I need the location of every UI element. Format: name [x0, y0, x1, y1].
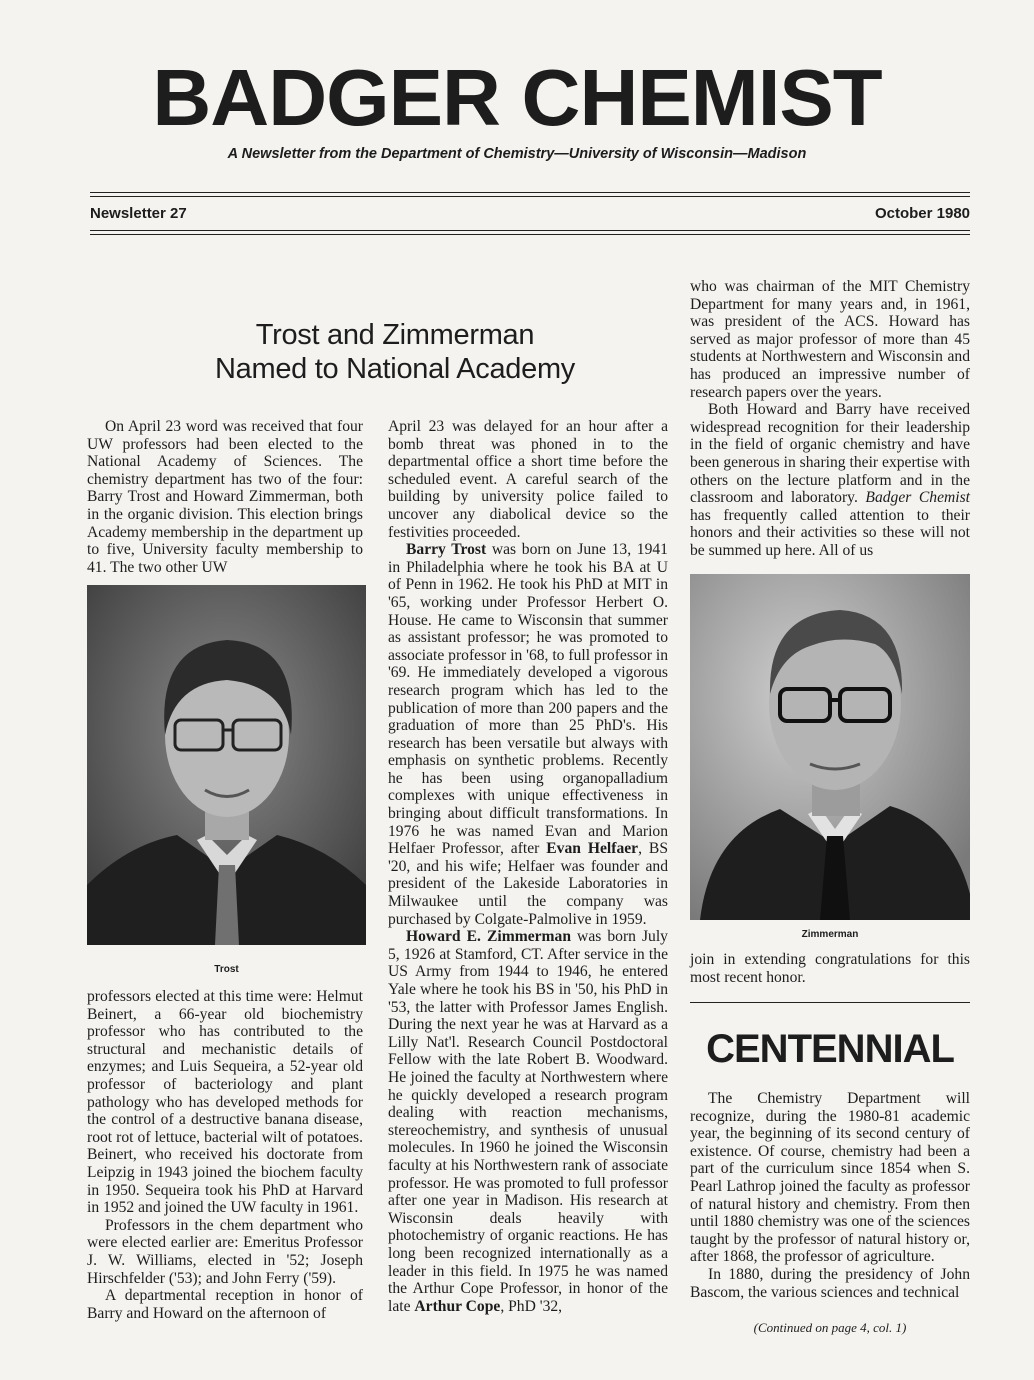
- col1-paragraph-3: A departmental reception in honor of Barry and Howard on the afternoon of: [87, 1287, 363, 1322]
- article-intro: On April 23 word was received that four UW professors had been elected to the National Academy of Sciences. The chemistry department has two of the four: Barry Trost and Howard Zimmerman, both in the organic division. This election brings Academy membership in the department up to five, University faculty membership to 41. The two other UW: [87, 418, 363, 576]
- centennial-heading: CENTENNIAL: [706, 1027, 954, 1071]
- masthead-rule-bottom: [90, 230, 970, 231]
- section-divider: [690, 1002, 970, 1003]
- trost-bio-b: , BS '20, and his wife; Helfaer was founder and president of the Lakeside Laboratories in Milwaukee until the company was purchased by Colgate-Palmolive in 1959.: [388, 840, 668, 928]
- masthead-rule-bottom-2: [90, 234, 970, 235]
- zimmerman-portrait-image: [690, 574, 970, 920]
- column-1-top: [87, 418, 363, 576]
- col3-p2-a: Both Howard and Barry have received widespread recognition for their leadership in the field of organic chemistry and have been generous in sharing their expertise with others on the lecture platform and in the classroom and laboratory.: [690, 401, 970, 507]
- zimmerman-bio-b: , PhD '32,: [500, 1297, 563, 1315]
- col3-p2-b: has frequently called attention to their honors and their activities so these will not be summed up here. All of us: [690, 506, 970, 559]
- centennial-body: [690, 1090, 970, 1301]
- column-2: [388, 418, 668, 1315]
- column-1-bottom: [87, 988, 363, 1322]
- centennial-paragraph-2: In 1880, during the presidency of John Bascom, the various sciences and technical: [690, 1265, 970, 1301]
- column-3-top: [690, 278, 970, 560]
- zimmerman-photo: [690, 574, 970, 920]
- centennial-paragraph-1: The Chemistry Department will recognize, during the 1980-81 academic year, the beginning of its second century of existence. Of course, chemistry had been a part of the curriculum since 1854 when S. Pearl Lathrop joined the faculty as professor of natural history and chemistry. From then until 1880 chemistry was one of the sciences taught by the professor of natural history or, after 1868, the professor of agriculture.: [690, 1090, 970, 1266]
- masthead-tagline: A Newsletter from the Department of Chemistry—University of Wisconsin—Madison: [227, 146, 807, 162]
- col2-paragraph-zimmerman: [388, 928, 668, 1315]
- badger-chemist-italic: Badger Chemist: [865, 489, 971, 507]
- trost-name: Barry Trost: [406, 541, 487, 559]
- col1-paragraph-1: professors elected at this time were: Helmut Beinert, a 66-year old biochemistry professor who has contributed to the structural and mechanistic details of enzymes; and Luis Sequeira, a 52-year old professor of bacteriology and plant pathology who has developed methods for the control of a destructive banana disease, root rot of lettuce, bacterial wilt of potatoes. Beinert, who received his doctorate from Leipzig in 1943 joined the biochem faculty in 1950. Sequeira took his PhD at Harvard in 1952 and joined the UW faculty in 1961.: [87, 988, 363, 1217]
- col3-paragraph-2: [690, 401, 970, 559]
- col1-paragraph-2: Professors in the chem department who were elected earlier are: Emeritus Professor J. W. Williams, elected in '52; Joseph Hirschfelder ('53); and John Ferry ('59).: [87, 1216, 363, 1287]
- trost-caption: Trost: [214, 964, 239, 975]
- trost-photo: [87, 585, 366, 945]
- cope-name: Arthur Cope: [414, 1297, 501, 1315]
- masthead-rule-top: [90, 192, 970, 193]
- col3-paragraph-1: who was chairman of the MIT Chemistry Department for many years and, in 1961, was president of the ACS. Howard has served as major professor of more than 45 students at Northwestern and Wisconsin and has produced an impressive number of research papers over the years.: [690, 278, 970, 401]
- zimmerman-name: Howard E. Zimmerman: [406, 928, 571, 946]
- article-headline: [170, 318, 620, 386]
- column-3-after-photo: [690, 951, 970, 986]
- headline-line-1: Trost and Zimmerman: [255, 319, 535, 351]
- masthead-title: BADGER CHEMIST: [152, 53, 882, 142]
- col2-paragraph-trost: [388, 541, 668, 928]
- trost-portrait-image: [87, 585, 366, 945]
- col3-closing: join in extending congratulations for this most recent honor.: [690, 951, 970, 986]
- continued-note: (Continued on page 4, col. 1): [753, 1320, 907, 1335]
- helfaer-name: Evan Helfaer: [546, 840, 639, 858]
- trost-bio-a: was born on June 13, 1941 in Philadelphia where he took his BA at U of Penn in 1962. He took his PhD at MIT in '65, working under Professor Herbert O. House. He came to Wisconsin that summer as assistant professor; he was promoted to associate professor in '68, to full professor in '69. He immediately developed a vigorous research program which has led to the publication of more than 200 papers and the graduation of more than 25 PhD's. His research has been versatile but always with emphasis on synthetic problems. Recently he has been using organopalladium complexes with unique effectiveness in bringing about difficult transformations. In 1976 he was named Evan and Marion Helfaer Professor, after: [388, 541, 668, 858]
- zimmerman-caption: Zimmerman: [801, 929, 859, 940]
- zimmerman-bio-a: was born July 5, 1926 at Stamford, CT. After service in the US Army from 1944 to 1946, he entered Yale where he took his BS in '50, his PhD in '53, the latter with Professor James English. During the next year he was at Harvard as a Lilly Nat'l. Research Council Postdoctoral Fellow with the late Robert B. Woodward. He joined the faculty at Northwestern where he quickly developed a research program dealing with reaction mechanisms, stereochemistry, and synthesis of unusual molecules. In 1960 he joined the Wisconsin faculty at his Northwestern rank of associate professor. He was promoted to full professor after one year in Madison. His research at Wisconsin deals heavily with photochemistry of organic reactions. He has long been recognized internationally as a leader in this field. In 1975 he was named the Arthur Cope Professor, in honor of the late: [388, 928, 668, 1315]
- headline-line-2: Named to National Academy: [214, 353, 576, 385]
- issue-number: Newsletter 27: [90, 205, 187, 222]
- issue-date: October 1980: [874, 205, 970, 222]
- masthead-rule-top-2: [90, 196, 970, 197]
- col2-paragraph-1: April 23 was delayed for an hour after a bomb threat was phoned in to the departmental office a short time before the scheduled event. A careful search of the building by university police failed to uncover any diabolical device so the festivities proceeded.: [388, 418, 668, 541]
